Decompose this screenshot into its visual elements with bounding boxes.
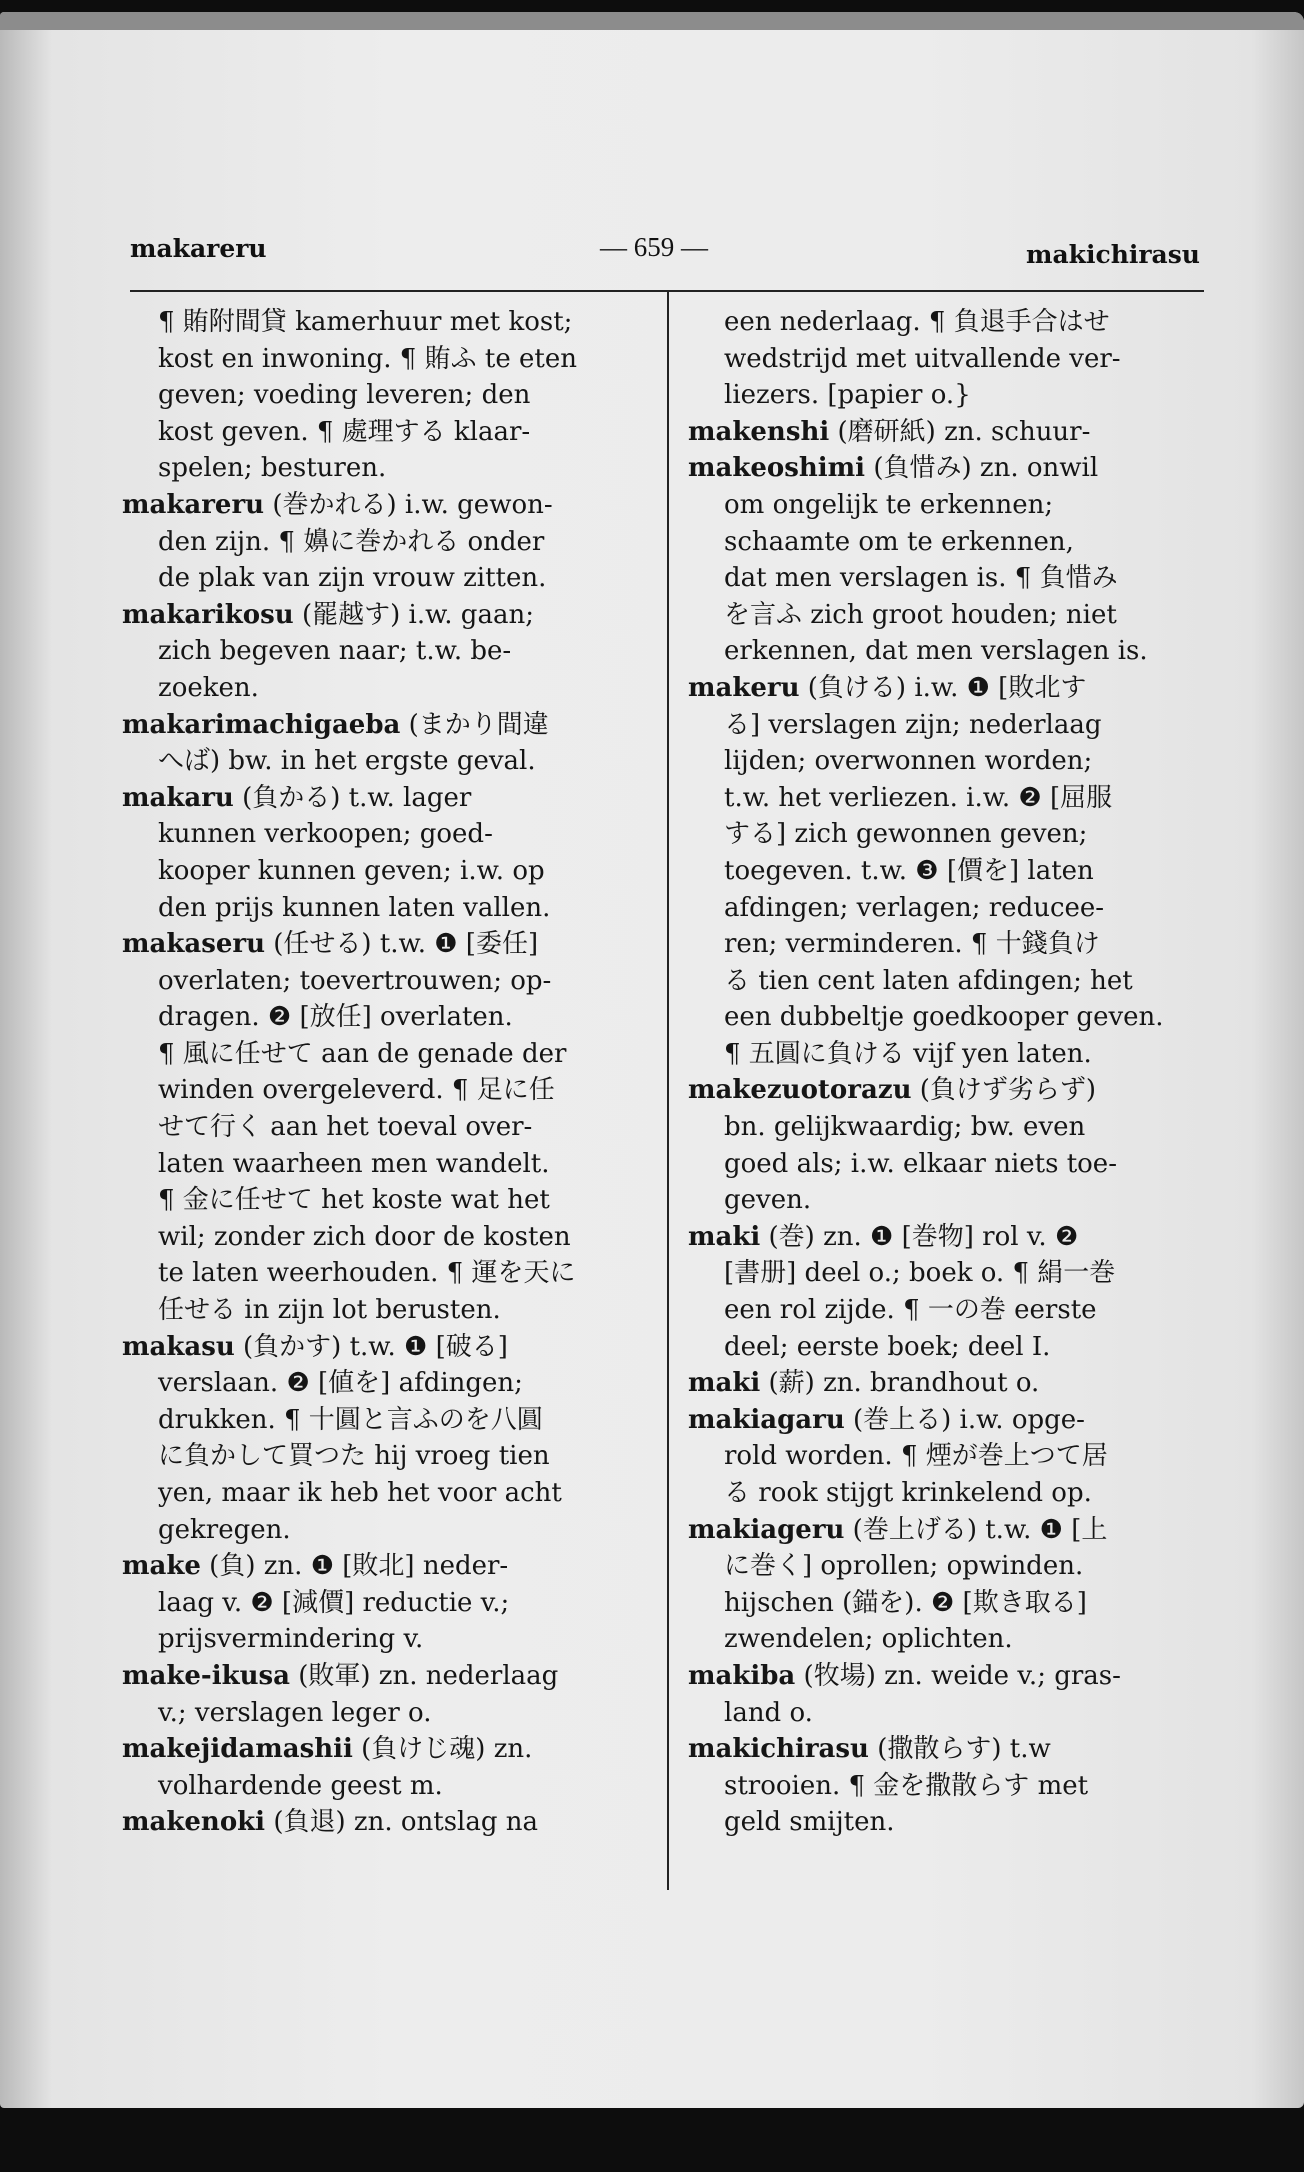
dictionary-entry-line — [688, 1365, 1210, 1402]
entry-continuation-line — [122, 890, 640, 927]
entry-text: kunnen verkoopen; goed- — [158, 819, 493, 850]
entry-text: erkennen, dat men verslagen is. — [724, 636, 1148, 667]
entry-continuation-line — [688, 999, 1210, 1036]
entry-headword: make-ikusa — [122, 1660, 290, 1691]
entry-text: lijden; overwonnen worden; — [724, 746, 1093, 777]
entry-headword: makichirasu — [688, 1734, 869, 1765]
entry-text: om ongelijk te erkennen; — [724, 489, 1054, 520]
entry-text: zwendelen; oplichten. — [724, 1624, 1013, 1655]
entry-text: (負かす) t.w. ❶ [破る] — [234, 1331, 508, 1362]
entry-continuation-line — [688, 853, 1210, 890]
entry-text: gekregen. — [158, 1514, 291, 1545]
entry-text: hijschen (錨を). ❷ [欺き取る] — [724, 1587, 1087, 1618]
entry-text: する] zich gewonnen geven; — [724, 819, 1088, 850]
entry-continuation-line — [122, 853, 640, 890]
entry-text: deel; eerste boek; deel I. — [724, 1331, 1051, 1362]
entry-headword: makaru — [122, 782, 234, 813]
entry-continuation-line — [122, 1512, 640, 1549]
entry-text: る tien cent laten afdingen; het — [724, 965, 1133, 996]
entry-text: dat men verslagen is. ¶ 負惜み — [724, 563, 1118, 594]
dictionary-entry-line — [688, 1658, 1210, 1695]
entry-text: laag v. ❷ [減價] reductie v.; — [158, 1587, 510, 1618]
entry-text: (巻上げる) t.w. ❶ [上 — [844, 1514, 1108, 1545]
entry-text: に負かして買つた hij vroeg tien — [158, 1441, 550, 1472]
entry-headword: maki — [688, 1368, 761, 1399]
left-column — [122, 304, 640, 1841]
entry-headword: maki — [688, 1221, 761, 1252]
dictionary-entry-line — [122, 1658, 640, 1695]
entry-text: geven; voeding leveren; den — [158, 380, 531, 411]
entry-text: den zijn. ¶ 嬶に巻かれる onder — [158, 526, 545, 557]
entry-continuation-line — [688, 963, 1210, 1000]
entry-continuation-line — [122, 1219, 640, 1256]
entry-text: (薪) zn. brandhout o. — [760, 1368, 1040, 1399]
entry-continuation-line — [122, 963, 640, 1000]
entry-headword: makiagaru — [688, 1404, 845, 1435]
entry-text: zich begeven naar; t.w. be- — [158, 636, 512, 667]
entry-text: (負惜み) zn. onwil — [865, 453, 1099, 484]
entry-continuation-line — [688, 1329, 1210, 1366]
entry-continuation-line — [122, 633, 640, 670]
dictionary-page — [0, 12, 1304, 2108]
entry-continuation-line — [122, 1036, 640, 1073]
entry-text: (磨研紙) zn. schuur- — [829, 416, 1091, 447]
entry-headword: makeoshimi — [688, 453, 866, 484]
entry-continuation-line — [122, 1475, 640, 1512]
dictionary-entry-line — [688, 450, 1210, 487]
entry-headword: makejidamashii — [122, 1734, 353, 1765]
entry-continuation-line — [688, 1621, 1210, 1658]
page-number: — 659 — — [600, 232, 708, 262]
entry-text: (牧場) zn. weide v.; gras- — [795, 1660, 1121, 1691]
dictionary-entry-line — [122, 1804, 640, 1841]
entry-text: bn. gelijkwaardig; bw. even — [724, 1112, 1086, 1143]
entry-text: wil; zonder zich door de kosten — [158, 1221, 571, 1252]
entry-text: kost geven. ¶ 處理する klaar- — [158, 416, 531, 447]
entry-continuation-line — [122, 670, 640, 707]
entry-continuation-line — [688, 780, 1210, 817]
entry-continuation-line — [688, 1475, 1210, 1512]
entry-continuation-line — [122, 1585, 640, 1622]
entry-text: den prijs kunnen laten vallen. — [158, 892, 551, 923]
dictionary-entry-line — [122, 780, 640, 817]
entry-text: land o. — [724, 1697, 813, 1728]
entry-continuation-line — [122, 304, 640, 341]
entry-text: (負かる) t.w. lager — [233, 782, 472, 813]
dictionary-entry-line — [122, 1548, 640, 1585]
entry-text: afdingen; verlagen; reducee- — [724, 892, 1105, 923]
entry-continuation-line — [688, 816, 1210, 853]
entry-headword: makarimachigaeba — [122, 709, 401, 740]
entry-text: (負退) zn. ontslag na — [265, 1807, 539, 1838]
entry-continuation-line — [122, 1768, 640, 1805]
entry-continuation-line — [688, 304, 1210, 341]
entry-continuation-line — [688, 633, 1210, 670]
entry-continuation-line — [122, 1438, 640, 1475]
entry-continuation-line — [122, 377, 640, 414]
entry-text: toegeven. t.w. ❸ [價を] laten — [724, 855, 1094, 886]
entry-text: を言ふ zich groot houden; niet — [724, 599, 1117, 630]
entry-text: dragen. ❷ [放任] overlaten. — [158, 1002, 513, 1033]
entry-text: strooien. ¶ 金を撒散らす met — [724, 1770, 1089, 1801]
entry-headword: makenshi — [688, 416, 830, 447]
entry-text: de plak van zijn vrouw zitten. — [158, 563, 547, 594]
page-header — [130, 232, 1200, 276]
entry-continuation-line — [122, 524, 640, 561]
dictionary-entry-line — [122, 487, 640, 524]
entry-text: yen, maar ik heb het voor acht — [158, 1478, 562, 1508]
entry-text: verslaan. ❷ [値を] afdingen; — [158, 1368, 523, 1399]
entry-text: (まかり間違 — [400, 709, 549, 740]
entry-text: る rook stijgt krinkelend op. — [724, 1478, 1092, 1508]
entry-continuation-line — [688, 707, 1210, 744]
entry-continuation-line — [688, 1438, 1210, 1475]
entry-continuation-line — [688, 341, 1210, 378]
entry-headword: makiageru — [688, 1514, 845, 1545]
entry-continuation-line — [122, 450, 640, 487]
entry-text: (撒散らす) t.w — [868, 1734, 1051, 1765]
entry-text: (敗軍) zn. nederlaag — [289, 1660, 559, 1691]
dictionary-entry-line — [688, 1402, 1210, 1439]
entry-text: kost en inwoning. ¶ 賄ふ te eten — [158, 343, 577, 374]
entry-text: (巻上る) i.w. opge- — [844, 1404, 1085, 1435]
entry-text: liezers. [papier o.} — [724, 380, 971, 411]
entry-text: winden overgeleverd. ¶ 足に任 — [158, 1075, 555, 1106]
entry-continuation-line — [688, 1768, 1210, 1805]
entry-continuation-line — [688, 1182, 1210, 1219]
entry-continuation-line — [122, 999, 640, 1036]
entry-continuation-line — [688, 926, 1210, 963]
entry-continuation-line — [688, 1695, 1210, 1732]
entry-continuation-line — [122, 1365, 640, 1402]
entry-continuation-line — [122, 341, 640, 378]
entry-headword: make — [122, 1551, 201, 1582]
entry-headword: makiba — [688, 1660, 796, 1691]
entry-continuation-line — [688, 1585, 1210, 1622]
entry-text: kooper kunnen geven; i.w. op — [158, 855, 545, 886]
entry-continuation-line — [688, 1804, 1210, 1841]
entry-text: schaamte om te erkennen, — [724, 526, 1074, 557]
entry-headword: makenoki — [122, 1807, 266, 1838]
entry-text: (巻かれる) i.w. gewon- — [264, 489, 553, 520]
entry-continuation-line — [688, 743, 1210, 780]
entry-continuation-line — [688, 524, 1210, 561]
dictionary-entry-line — [688, 414, 1210, 451]
entry-continuation-line — [688, 1036, 1210, 1073]
dictionary-entry-line — [688, 1512, 1210, 1549]
entry-text: volhardende geest m. — [158, 1770, 443, 1801]
entry-headword: makezuotorazu — [688, 1075, 912, 1106]
entry-headword: makareru — [122, 489, 265, 520]
entry-text: ren; verminderen. ¶ 十錢負け — [724, 929, 1100, 960]
entry-text: overlaten; toevertrouwen; op- — [158, 965, 552, 996]
entry-headword: makarikosu — [122, 599, 294, 630]
entry-text: zoeken. — [158, 672, 259, 703]
dictionary-entry-line — [688, 1219, 1210, 1256]
entry-headword: makaseru — [122, 929, 265, 960]
entry-text: (負けじ魂) zn. — [352, 1734, 533, 1765]
entry-continuation-line — [688, 597, 1210, 634]
entry-text: t.w. het verliezen. i.w. ❷ [屈服 — [724, 782, 1113, 813]
entry-continuation-line — [122, 1146, 640, 1183]
entry-text: rold worden. ¶ 煙が巻上つて居 — [724, 1441, 1108, 1472]
entry-text: 任せる in zijn lot berusten. — [158, 1295, 501, 1326]
entry-text: een rol zijde. ¶ 一の巻 eerste — [724, 1295, 1097, 1326]
entry-headword: makeru — [688, 672, 800, 703]
left-guideword: makareru — [130, 234, 267, 263]
entry-text: drukken. ¶ 十圓と言ふのを八圓 — [158, 1404, 543, 1435]
entry-continuation-line — [688, 487, 1210, 524]
dictionary-entry-line — [688, 1731, 1210, 1768]
entry-text: ¶ 賄附間貸 kamerhuur met kost; — [158, 307, 573, 337]
entry-text: goed als; i.w. elkaar niets toe- — [724, 1148, 1117, 1179]
entry-continuation-line — [122, 1621, 640, 1658]
entry-text: geven. — [724, 1185, 812, 1216]
entry-text: ¶ 風に任せて aan de genade der — [158, 1038, 567, 1069]
dictionary-entry-line — [122, 1731, 640, 1768]
entry-text: prijsvermindering v. — [158, 1624, 424, 1655]
entry-text: ¶ 五圓に負ける vijf yen laten. — [724, 1038, 1092, 1069]
dictionary-entry-line — [122, 926, 640, 963]
entry-text: wedstrijd met uitvallende ver- — [724, 343, 1121, 374]
entry-text: ¶ 金に任せて het koste wat het — [158, 1185, 550, 1216]
dictionary-entry-line — [122, 1329, 640, 1366]
entry-text: せて行く aan het toeval over- — [158, 1112, 533, 1143]
dictionary-entry-line — [122, 597, 640, 634]
entry-continuation-line — [688, 560, 1210, 597]
entry-text: る] verslagen zijn; nederlaag — [724, 709, 1102, 740]
entry-continuation-line — [122, 560, 640, 597]
entry-text: (罷越す) i.w. gaan; — [293, 599, 534, 630]
column-divider — [667, 290, 669, 1890]
entry-text: een nederlaag. ¶ 負退手合はせ — [724, 307, 1110, 337]
dictionary-entry-line — [688, 1072, 1210, 1109]
entry-continuation-line — [122, 1072, 640, 1109]
entry-continuation-line — [688, 890, 1210, 927]
entry-text: een dubbeltje goedkooper geven. — [724, 1002, 1164, 1033]
entry-continuation-line — [688, 1109, 1210, 1146]
entry-continuation-line — [122, 414, 640, 451]
entry-continuation-line — [688, 1255, 1210, 1292]
entry-text: te laten weerhouden. ¶ 運を天に — [158, 1258, 576, 1289]
entry-text: へば) bw. in het ergste geval. — [158, 746, 536, 777]
entry-continuation-line — [122, 1292, 640, 1329]
entry-continuation-line — [122, 743, 640, 780]
entry-text: (負) zn. ❶ [敗北] neder- — [200, 1551, 509, 1582]
entry-continuation-line — [122, 1109, 640, 1146]
entry-continuation-line — [688, 1548, 1210, 1585]
right-column — [688, 304, 1210, 1841]
entry-text: geld smijten. — [724, 1807, 895, 1838]
entry-continuation-line — [122, 1695, 640, 1732]
entry-continuation-line — [122, 1402, 640, 1439]
entry-text: (巻) zn. ❶ [巻物] rol v. ❷ — [760, 1221, 1079, 1252]
entry-text: laten waarheen men wandelt. — [158, 1148, 550, 1179]
entry-continuation-line — [688, 377, 1210, 414]
entry-text: spelen; besturen. — [158, 453, 387, 484]
dictionary-entry-line — [122, 707, 640, 744]
entry-continuation-line — [122, 1182, 640, 1219]
entry-continuation-line — [122, 816, 640, 853]
entry-continuation-line — [688, 1146, 1210, 1183]
entry-text: (負ける) i.w. ❶ [敗北す — [799, 672, 1087, 703]
entry-continuation-line — [688, 1292, 1210, 1329]
entry-text: (負けず劣らず) — [911, 1075, 1097, 1106]
right-guideword: makichirasu — [1026, 240, 1200, 269]
entry-text: v.; verslagen leger o. — [158, 1697, 432, 1728]
page-top-shadow — [0, 12, 1304, 30]
entry-headword: makasu — [122, 1331, 235, 1362]
entry-text: (任せる) t.w. ❶ [委任] — [265, 929, 539, 960]
dictionary-entry-line — [688, 670, 1210, 707]
entry-continuation-line — [122, 1255, 640, 1292]
entry-text: [書册] deel o.; boek o. ¶ 絹一巻 — [724, 1258, 1116, 1289]
entry-text: に巻く] oprollen; opwinden. — [724, 1551, 1084, 1582]
